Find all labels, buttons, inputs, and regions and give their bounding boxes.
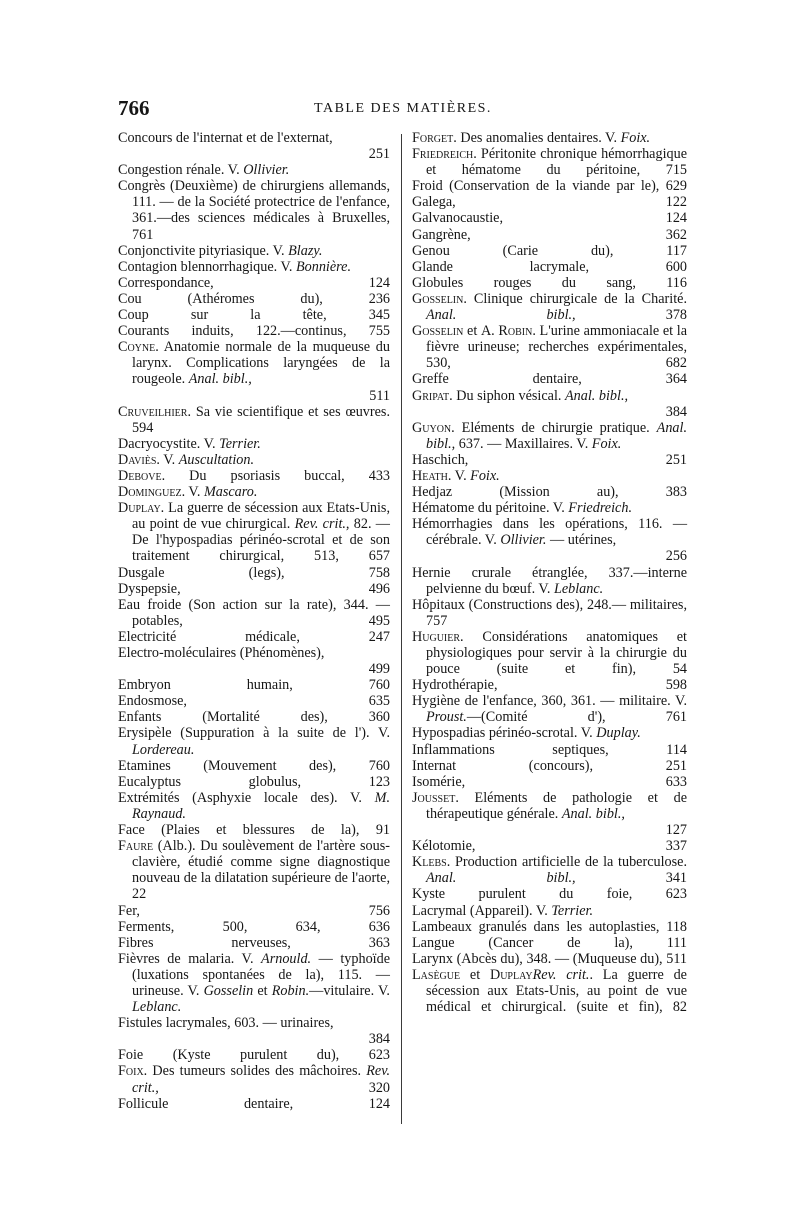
entry-text: — utérines, [546, 532, 617, 549]
index-entry [118, 1047, 390, 1063]
page-ref: 256 [665, 548, 687, 565]
index-entry [412, 146, 687, 178]
reference-text: Lordereau. [132, 741, 195, 758]
entry-text: (Alb.). Du soulèvement de l'artère sous-clavière, étudié comme signe diagnostique nouveau de la dilatation supérieure de l'aorte, [132, 838, 390, 887]
reference-text: Foix. [470, 467, 500, 484]
page-ref: 123 [368, 773, 390, 790]
entry-text: Correspondance, [118, 274, 214, 291]
index-entry [118, 500, 390, 564]
index-entry [412, 484, 687, 500]
right-column [412, 130, 687, 1015]
index-entry [118, 903, 390, 919]
index-entry [412, 903, 687, 919]
entry-text: —(Comité d'), [466, 709, 606, 726]
index-entry [118, 822, 390, 838]
index-entry [118, 565, 390, 581]
index-entry [412, 371, 687, 387]
reference-text: Anal. bibl., [564, 387, 629, 404]
entry-text: . L'urine ammoniacale et la fièvre urineuse; recherches expérimentales, [426, 323, 687, 356]
entry-text: Genou (Carie du), [412, 242, 614, 259]
entry-text: Face (Plaies et blessures de la), [118, 822, 360, 839]
entry-text: Greffe dentaire, [412, 371, 582, 388]
entry-text: Fièvres de malaria. V. [118, 950, 262, 967]
entry-text: Congestion rénale. V. [118, 162, 244, 179]
entry-text: Kyste purulent du foie, [412, 886, 633, 903]
index-entry [118, 597, 390, 629]
author-name: Cruveilhier [118, 403, 188, 420]
entry-text: Inflammations septiques, [412, 741, 609, 758]
reference-text: Bonnière. [295, 258, 352, 275]
entry-text: . Anatomie normale de la muqueuse du larynx. Complications laryngées de la rougeole. [132, 339, 390, 388]
author-name: Gosselin [412, 290, 464, 307]
index-entry [412, 468, 687, 484]
entry-text: Follicule dentaire, [118, 1095, 294, 1112]
page-ref: 496 [368, 580, 390, 597]
index-entry [412, 725, 687, 741]
author-name: Friedreich [412, 146, 474, 163]
entry-text: Dacryocystite. V. [118, 435, 220, 452]
author-name: Faure [118, 838, 154, 855]
entry-text: . La guerre de sécession aux Etats-Unis, au point de vue médical et chirurgical. [426, 966, 687, 1016]
author-name: Klebs [412, 854, 447, 871]
index-entry [118, 323, 390, 339]
author-name: Foix [118, 1063, 144, 1080]
entry-text: Froid (Conservation de la viande par le), [412, 178, 660, 195]
reference-text: Leblanc. [132, 999, 182, 1016]
entry-text: . V. [156, 451, 179, 468]
entry-text: . Considérations anatomiques et physiologiques pour servir à la chirurgie du pouce (suite et fin), [426, 628, 687, 678]
page-ref: 511 [666, 950, 687, 967]
page-ref: 600 [665, 258, 687, 275]
author-name: Huguier [412, 628, 461, 645]
reference-text: Mascaro. [203, 484, 258, 501]
entry-text: Courants induits, 122.—continus, [118, 323, 347, 340]
page-ref: 114 [666, 741, 688, 758]
index-entry [118, 1063, 390, 1095]
entry-text: Dyspepsie, [118, 580, 181, 597]
entry-text: Lacrymal (Appareil). V. [412, 902, 552, 919]
page-ref: 635 [368, 693, 390, 710]
entry-text: . La guerre de sécession aux Etats-Unis, au point de vue chirurgical. [132, 500, 390, 533]
index-entry [412, 886, 687, 902]
index-entry [118, 581, 390, 597]
page-ref: 513, 657 [314, 548, 391, 565]
index-entry [118, 468, 390, 484]
page-ref: 761 [665, 709, 687, 726]
index-entry [118, 758, 390, 774]
page-ref: 511 [369, 387, 390, 404]
page-ref: 251 [368, 146, 390, 163]
entry-text: Galega, [412, 194, 456, 211]
index-entry [118, 838, 390, 902]
reference-text: Foix. [620, 130, 651, 146]
page-ref: 82 [672, 999, 687, 1016]
index-entry [412, 758, 687, 774]
page-ref: 111 [666, 934, 688, 951]
index-entry [118, 404, 390, 436]
index-entry [412, 259, 687, 275]
index-entry [118, 339, 390, 403]
page-ref: 383 [665, 484, 687, 501]
reference-text: Anal. bibl., [561, 805, 625, 822]
entry-text: Electricité médicale, [118, 628, 300, 645]
index-entry [412, 452, 687, 468]
page-ref: 500, 634, 636 [222, 918, 390, 935]
page-ref: 91 [375, 822, 390, 839]
entry-text: Cou (Athéromes du), [118, 290, 323, 307]
index-entry [118, 919, 390, 935]
entry-text: Congrès (Deuxième) de chirurgiens allemands, 111. — de la Société protectrice de l'enfance, 361.—des sciences médicales à Bruxelles, [118, 178, 390, 227]
index-entry [412, 597, 687, 629]
reference-text: Robin. [271, 982, 310, 999]
page-ref: 715 [665, 162, 687, 179]
entry-text: 637. — Maxillaires. V. [455, 435, 592, 452]
index-entry [118, 645, 390, 677]
page-ref: 760 [368, 677, 390, 694]
entry-text: Hedjaz (Mission au), [412, 484, 619, 501]
index-entry [118, 243, 390, 259]
page-ref: 22 [132, 886, 147, 903]
page-ref: 594 [132, 419, 154, 436]
index-entry [412, 227, 687, 243]
page-ref: 623 [665, 886, 688, 903]
entry-text: Endosmose, [118, 693, 187, 710]
entry-text: . V. [447, 467, 471, 484]
entry-text: Fistules lacrymales, 603. — urinaires, [118, 1015, 334, 1032]
entry-text: Fer, [118, 902, 140, 919]
entry-text: Ferments, [118, 918, 175, 935]
entry-text: Eucalyptus globulus, [118, 773, 302, 790]
index-entry [118, 935, 390, 951]
index-entry [412, 516, 687, 564]
author-name: Forget [412, 130, 454, 146]
entry-text: Langue (Cancer de la), [412, 934, 633, 951]
reference-text: Arnould. [261, 950, 312, 967]
entry-text: et [463, 323, 481, 340]
page-ref: 760 [368, 757, 390, 774]
page-ref: 756 [368, 902, 390, 919]
index-entry [118, 259, 390, 275]
page-ref: 117 [666, 242, 688, 259]
page-ref: 251 [665, 757, 688, 774]
index-entry [412, 935, 687, 951]
reference-text: Anal. bibl., [426, 870, 576, 887]
entry-text: Contagion blennorrhagique. V. [118, 258, 296, 275]
author-name: Coyne [118, 339, 156, 356]
entry-text: . Production artificielle de la tuberculose. [446, 854, 687, 871]
reference-text: Anal. bibl., [426, 307, 576, 324]
index-entry [412, 178, 687, 194]
entry-text: Coup sur la tête, [118, 307, 327, 324]
page-ref: 384 [368, 1031, 390, 1048]
reference-text: Leblanc. [553, 580, 604, 597]
page-ref: 116 [666, 274, 687, 291]
index-entry [412, 854, 687, 886]
reference-text: Duplay. [596, 725, 641, 742]
page-ref: 758 [368, 564, 390, 581]
page-ref: 122 [665, 194, 687, 211]
entry-text: Etamines (Mouvement des), [118, 757, 337, 774]
entry-text: Embryon humain, [118, 677, 293, 694]
page-ref: 251 [665, 451, 687, 468]
reference-text: Foix. [591, 435, 622, 452]
page-ref: 236 [368, 290, 390, 307]
index-entry [118, 1015, 390, 1047]
entry-text: Isomérie, [412, 773, 466, 790]
index-entry [118, 677, 390, 693]
author-name: Lasègue [412, 966, 461, 983]
page-ref: 127 [665, 822, 687, 839]
reference-text: Ollivier. [500, 532, 547, 549]
entry-text: . V. [181, 484, 204, 501]
author-name: Gripat [412, 387, 450, 404]
page-ref: 54 [672, 661, 688, 678]
entry-text: Larynx (Abcès du), 348. — (Muqueuse du), [412, 950, 663, 967]
entry-text: Electro-moléculaires (Phénomènes), [118, 645, 325, 661]
entry-text: Globules rouges du sang, [412, 274, 636, 291]
entry-text: Eau froide (Son action sur la rate), 344. — potables, [118, 596, 390, 629]
page-ref: 345 [368, 307, 390, 324]
page-number: 766 [118, 96, 150, 120]
entry-text: Glande lacrymale, [412, 258, 590, 275]
entry-text: . Du siphon vésical. [449, 387, 565, 404]
entry-text: Dusgale (legs), [118, 564, 285, 581]
left-column [118, 130, 390, 1112]
reference-text: Proust. [426, 709, 467, 726]
author-name: Debove [118, 467, 162, 484]
page-ref: 761 [132, 226, 154, 243]
entry-text: Foie (Kyste purulent du), [118, 1047, 340, 1064]
index-entry [412, 500, 687, 516]
index-entry [118, 693, 390, 709]
page-ref: 247 [368, 628, 390, 645]
page-ref: 598 [665, 677, 687, 694]
page-ref: 364 [665, 371, 687, 388]
index-entry [118, 178, 390, 242]
entry-text: Fibres nerveuses, [118, 934, 291, 951]
entry-text: (suite et fin), [576, 999, 663, 1016]
index-entry [412, 275, 687, 291]
author-name: Heath [412, 467, 448, 484]
page-ref: 124 [665, 210, 687, 227]
reference-text: Auscultation. [178, 451, 255, 468]
entry-text: . Des tumeurs solides des mâchoires. [143, 1063, 367, 1080]
page-ref: 755 [368, 323, 391, 340]
page-ref: 495 [368, 612, 390, 629]
page-header [118, 96, 688, 126]
index-entry [412, 838, 687, 854]
page-ref: 360 [368, 709, 390, 726]
index-entry [118, 774, 390, 790]
index-entry [118, 484, 390, 500]
page-ref: 341 [665, 870, 687, 887]
index-entry [412, 323, 687, 371]
entry-text: . Du psoriasis buccal, [161, 467, 345, 484]
index-entry [118, 629, 390, 645]
page-ref: 384 [665, 403, 687, 420]
page-ref: 363 [368, 934, 390, 951]
index-entry [118, 130, 390, 162]
column-divider [401, 134, 402, 1124]
entry-text: . Péritonite chronique hémorrhagique et hématome du péritoine, [426, 146, 687, 179]
reference-text: Rev. crit., [294, 516, 350, 533]
index-entry [412, 130, 687, 146]
index-entry [412, 388, 687, 420]
entry-text: Hémorrhagies dans les opérations, 116. — cérébrale. V. [412, 516, 687, 549]
entry-text: . Des anomalies dentaires. V. [453, 130, 621, 146]
entry-text: Enfants (Mortalité des), [118, 709, 328, 726]
author-name: Dominguez [118, 484, 182, 501]
page-ref: 623 [368, 1047, 390, 1064]
page-ref: 362 [665, 226, 687, 243]
entry-text: Haschich, [412, 451, 469, 468]
reference-text: Terrier. [219, 435, 261, 452]
page-ref: 530, 682 [426, 355, 687, 372]
index-entry [412, 919, 687, 935]
entry-text: Extrémités (Asphyxie locale des). V. [118, 789, 375, 806]
author-name: Guyon [412, 419, 452, 436]
reference-text: Rev. crit. [532, 966, 590, 983]
entry-text: . Sa vie scientifique et ses œuvres. [187, 403, 390, 420]
entry-text: Gangrène, [412, 226, 471, 243]
entry-text: Hypospadias périnéo-scrotal. V. [412, 725, 597, 742]
entry-text: Internat (concours), [412, 757, 594, 774]
entry-text: Hygiène de l'enfance, 360, 361. — militaire. V. [412, 693, 687, 710]
page-ref: 337 [665, 838, 687, 855]
index-entry [412, 774, 687, 790]
entry-text: et [460, 966, 490, 983]
page-ref: 499 [368, 661, 390, 678]
author-name: Gosselin [412, 323, 464, 340]
entry-text: Kélotomie, [412, 838, 476, 855]
entry-text: Hématome du péritoine. V. [412, 500, 569, 517]
author-name: Jousset [412, 789, 456, 806]
index-entry [118, 725, 390, 757]
index-entry [412, 742, 687, 758]
index-entry [412, 565, 687, 597]
page-ref: 118 [666, 918, 688, 935]
index-entry [118, 951, 390, 1015]
index-entry [412, 967, 687, 1015]
author-name: A. Robin [480, 323, 533, 340]
index-entry [412, 629, 687, 677]
index-entry [118, 452, 390, 468]
reference-text: Ollivier. [243, 162, 290, 179]
index-entry [412, 677, 687, 693]
index-entry [412, 243, 687, 259]
index-entry [118, 790, 390, 822]
index-entry [118, 709, 390, 725]
index-entry [118, 162, 390, 178]
page-ref: 124 [368, 1095, 390, 1112]
index-entry [118, 307, 390, 323]
index-entry [412, 951, 687, 967]
running-title: TABLE DES MATIÈRES. [314, 101, 492, 116]
index-entry [118, 291, 390, 307]
reference-text: Terrier. [551, 902, 594, 919]
page-ref: 757 [426, 612, 448, 629]
author-name: Daviès [118, 451, 157, 468]
index-entry [412, 210, 687, 226]
entry-text: . Clinique chirurgicale de la Charité. [463, 290, 687, 307]
entry-text: et [253, 982, 272, 999]
entry-text: Conjonctivite pityriasique. V. [118, 242, 289, 259]
entry-text: Hôpitaux (Constructions des), 248.— militaires, [412, 596, 687, 613]
index-entry [412, 291, 687, 323]
index-entry [118, 275, 390, 291]
entry-text: Lambeaux granulés dans les autoplasties, [412, 918, 660, 935]
entry-text: Hydrothérapie, [412, 677, 498, 694]
page-ref: 124 [368, 274, 390, 291]
author-name: Duplay [489, 966, 533, 983]
reference-text: Anal. bibl., [426, 419, 687, 452]
reference-text: Blazy. [288, 242, 323, 259]
index-entry [412, 790, 687, 838]
page-ref: 378 [665, 307, 687, 324]
page-ref: 633 [665, 773, 687, 790]
entry-text: . Eléments de chirurgie pratique. [451, 419, 657, 436]
page-ref: 320 [368, 1079, 390, 1096]
index-entry [412, 420, 687, 452]
entry-text: Hernie crurale étranglée, 337.—interne pelvienne du bœuf. V. [412, 564, 687, 597]
index-entry [412, 194, 687, 210]
index-entry [412, 693, 687, 725]
entry-text: Concours de l'internat et de l'externat, [118, 130, 333, 146]
index-entry [118, 436, 390, 452]
reference-text: Friedreich. [568, 500, 632, 517]
entry-text: Galvanocaustie, [412, 210, 503, 227]
index-entry [118, 1096, 390, 1112]
entry-text: . Eléments de pathologie et de thérapeutique générale. [426, 789, 687, 822]
page-ref: 433 [368, 467, 390, 484]
reference-text: Anal. bibl., [188, 371, 252, 388]
entry-text: —vitulaire. V. [309, 982, 390, 999]
entry-text: — typhoïde (luxations spontanées de la), 115. — urineuse. V. [132, 950, 390, 999]
reference-text: Gosselin [203, 982, 254, 999]
reference-text: M. Raynaud. [132, 789, 390, 822]
author-name: Duplay [118, 500, 161, 517]
page-ref: 629 [665, 178, 687, 195]
entry-text: Erysipèle (Suppuration à la suite de l'). V. [118, 725, 390, 742]
entry-text: 82. — De l'hypospadias périnéo-scrotal et de son traitement chirurgical, [132, 516, 390, 565]
reference-text: Rev. crit., [132, 1063, 390, 1096]
